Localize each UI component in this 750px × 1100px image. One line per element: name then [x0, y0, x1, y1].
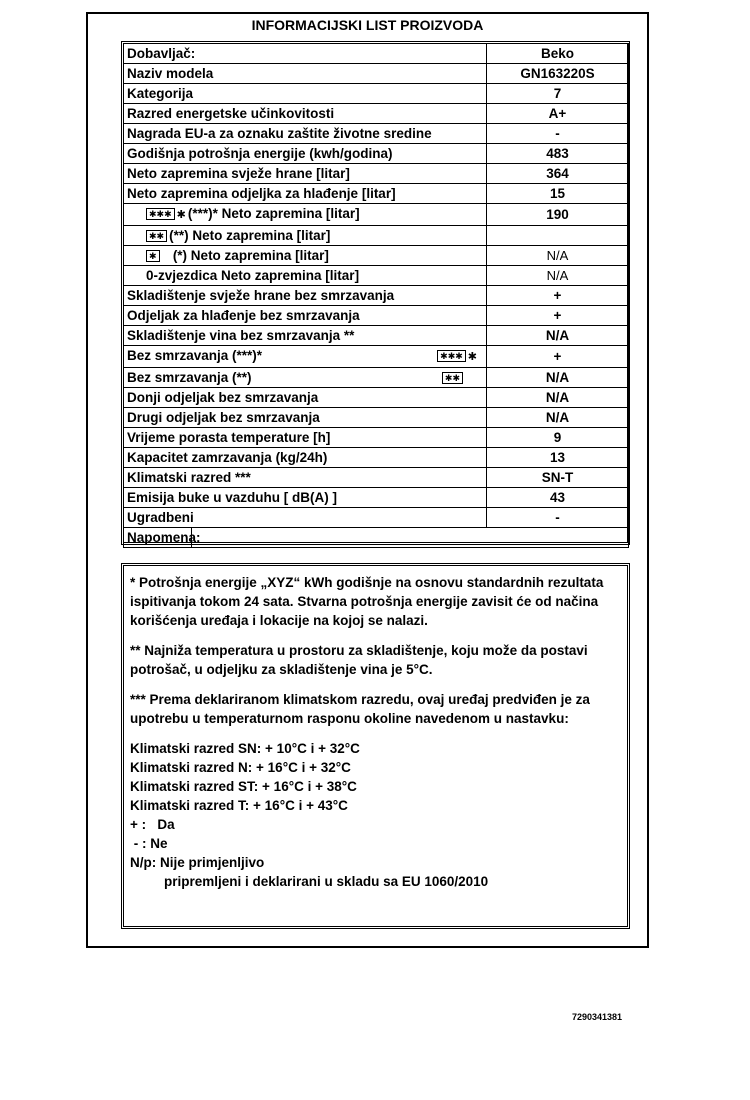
- table-row: [124, 346, 629, 368]
- note-climate: *** Prema deklariranom klimatskom razredu, ovaj uređaj predviđen je za upotrebu u temperaturnom rasponu okoline navedenom u nastavku:: [130, 692, 590, 726]
- row-value: +: [487, 346, 629, 368]
- row-label: Neto zapremina odjeljka za hlađenje [litar]: [124, 184, 487, 204]
- star-icon: ✱: [467, 351, 477, 363]
- document-title: INFORMACIJSKI LIST PROIZVODA: [251, 17, 484, 33]
- row-value: 13: [487, 448, 629, 468]
- notes-box: [121, 563, 630, 929]
- row-label: Klimatski razred ***: [124, 468, 487, 488]
- climate-class-sn: Klimatski razred SN: + 10°C i + 32°C: [130, 741, 360, 756]
- row-value: [487, 226, 629, 246]
- row-value: +: [487, 306, 629, 326]
- row-label: Godišnja potrošnja energije (kwh/godina): [124, 144, 487, 164]
- table-row: [124, 528, 629, 548]
- row-label: Nagrada EU-a za oznaku zaštite životne sredine: [124, 124, 487, 144]
- row-value: GN163220S: [487, 64, 629, 84]
- row-label: Odjeljak za hlađenje bez smrzavanja: [124, 306, 487, 326]
- table-row: [124, 204, 629, 226]
- row-label-cell: [124, 368, 487, 388]
- row-label-cell: [124, 226, 487, 246]
- two-star-freezer-icon: ✱✱: [146, 230, 167, 242]
- row-value: SN-T: [487, 468, 629, 488]
- row-value: Beko: [487, 44, 629, 64]
- row-label: (***)* Neto zapremina [litar]: [187, 206, 360, 221]
- legend-minus: - : Ne: [130, 836, 168, 851]
- row-value: 43: [487, 488, 629, 508]
- row-label: Razred energetske učinkovitosti: [124, 104, 487, 124]
- row-value: N/A: [487, 266, 629, 286]
- row-label: Drugi odjeljak bez smrzavanja: [124, 408, 487, 428]
- row-label: Skladištenje vina bez smrzavanja **: [124, 326, 487, 346]
- row-value: N/A: [487, 368, 629, 388]
- table-row: [124, 184, 629, 204]
- row-label: Dobavljač:: [124, 44, 487, 64]
- row-label: Bez smrzavanja (***)*: [127, 348, 263, 363]
- two-star-freezer-icon-group: [442, 368, 465, 387]
- table-row: [124, 388, 629, 408]
- table-row: [124, 124, 629, 144]
- table-row: [124, 266, 629, 286]
- three-star-freezer-icon-group: [437, 346, 479, 367]
- table-row: [124, 488, 629, 508]
- row-label: Napomena:: [127, 530, 201, 545]
- table-row: [124, 326, 629, 346]
- row-label: Ugradbeni: [124, 508, 487, 528]
- row-value: N/A: [487, 246, 629, 266]
- row-value: 483: [487, 144, 629, 164]
- row-label-cell: [124, 346, 487, 368]
- row-value: 190: [487, 204, 629, 226]
- table-row: [124, 408, 629, 428]
- row-label: Kategorija: [124, 84, 487, 104]
- note-divider: [191, 528, 192, 547]
- row-value: +: [487, 286, 629, 306]
- table-row: [124, 368, 629, 388]
- row-value: 7: [487, 84, 629, 104]
- table-row: [124, 428, 629, 448]
- row-label: Skladištenje svježe hrane bez smrzavanja: [124, 286, 487, 306]
- table-row: [124, 64, 629, 84]
- two-star-freezer-icon: ✱✱: [442, 372, 463, 384]
- row-value: -: [487, 124, 629, 144]
- climate-class-n: Klimatski razred N: + 16°C i + 32°C: [130, 760, 351, 775]
- row-label-cell: [124, 528, 629, 548]
- note-energy: * Potrošnja energije „XYZ“ kWh godišnje na osnovu standardnih rezultata ispitivanja tokom 24 sata. Stvarna potrošnja energije zavisit će od načina korišćenja uređaja i lokacije na kojoj se nalazi.: [130, 575, 604, 628]
- row-label: Neto zapremina svježe hrane [litar]: [124, 164, 487, 184]
- row-label: (**) Neto zapremina [litar]: [169, 228, 331, 243]
- table-row: [124, 508, 629, 528]
- spec-table: [123, 43, 629, 548]
- row-label: Bez smrzavanja (**): [127, 370, 252, 385]
- star-icon: ✱: [176, 209, 186, 221]
- document-code: 7290341381: [572, 1012, 623, 1022]
- legend-plus: + : Da: [130, 817, 175, 832]
- row-label: (*) Neto zapremina [litar]: [172, 248, 329, 263]
- row-value: N/A: [487, 326, 629, 346]
- row-value: -: [487, 508, 629, 528]
- table-row: [124, 306, 629, 326]
- table-row: [124, 226, 629, 246]
- table-row: [124, 246, 629, 266]
- legend-np: N/p: Nije primjenljivo: [130, 855, 265, 870]
- row-value: 364: [487, 164, 629, 184]
- regulation-note: pripremljeni i deklarirani u skladu sa EU 1060/2010: [164, 874, 489, 889]
- row-label-cell: [124, 246, 487, 266]
- table-row: [124, 84, 629, 104]
- climate-class-t: Klimatski razred T: + 16°C i + 43°C: [130, 798, 348, 813]
- row-label: Vrijeme porasta temperature [h]: [124, 428, 487, 448]
- row-label: 0-zvjezdica Neto zapremina [litar]: [124, 266, 487, 286]
- row-label: Emisija buke u vazduhu [ dB(A) ]: [124, 488, 487, 508]
- row-label: Naziv modela: [124, 64, 487, 84]
- table-row: [124, 468, 629, 488]
- table-row: [124, 286, 629, 306]
- one-star-freezer-icon: ✱: [146, 250, 160, 262]
- note-wine: ** Najniža temperatura u prostoru za skladištenje, koju može da postavi potrošač, u odjeljku za skladištenje vina je 5°C.: [130, 643, 588, 677]
- table-row: [124, 44, 629, 64]
- row-value: A+: [487, 104, 629, 124]
- row-label: Donji odjeljak bez smrzavanja: [124, 388, 487, 408]
- three-star-freezer-icon: ✱✱✱: [146, 208, 175, 220]
- row-label: Kapacitet zamrzavanja (kg/24h): [124, 448, 487, 468]
- climate-class-st: Klimatski razred ST: + 16°C i + 38°C: [130, 779, 357, 794]
- table-row: [124, 104, 629, 124]
- table-row: [124, 448, 629, 468]
- table-row: [124, 144, 629, 164]
- row-value: N/A: [487, 408, 629, 428]
- row-value: N/A: [487, 388, 629, 408]
- three-star-freezer-icon: ✱✱✱: [437, 350, 466, 362]
- row-value: 15: [487, 184, 629, 204]
- table-row: [124, 164, 629, 184]
- row-value: 9: [487, 428, 629, 448]
- row-label-cell: [124, 204, 487, 226]
